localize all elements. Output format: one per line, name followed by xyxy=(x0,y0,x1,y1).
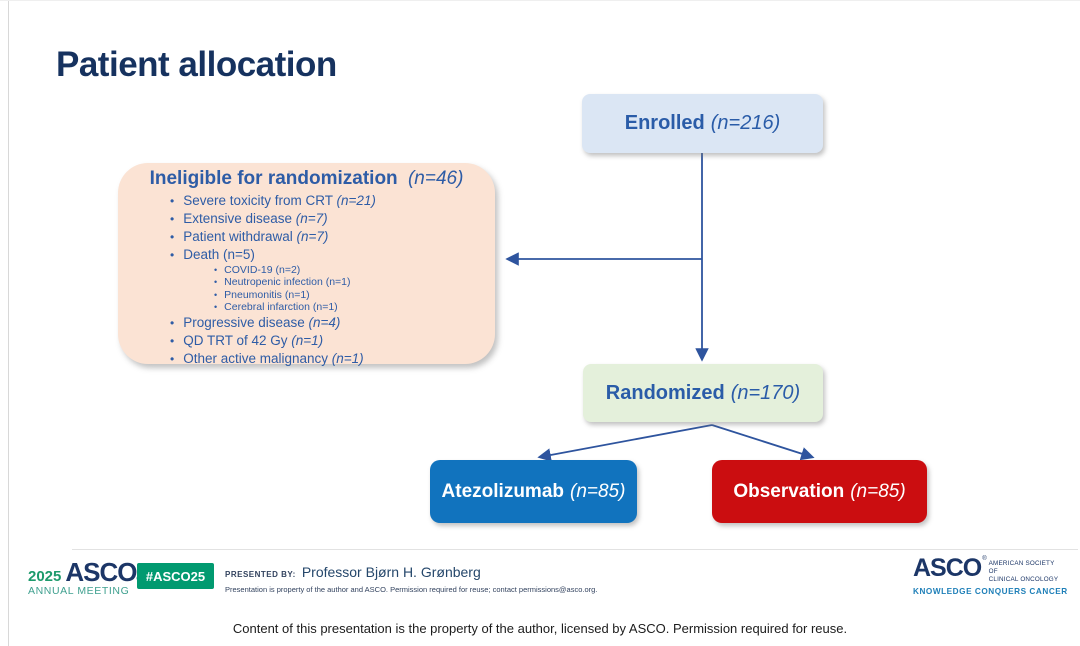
observation-n: (n=85) xyxy=(850,480,906,502)
slide-title: Patient allocation xyxy=(56,45,337,84)
ineligible-item: • Patient withdrawal (n=7) xyxy=(170,228,495,246)
observation-box xyxy=(712,460,927,523)
atezolizumab-n: (n=85) xyxy=(570,480,626,502)
observation-label: Observation xyxy=(733,480,845,502)
logo-asco-wordmark: ASCO xyxy=(65,557,137,587)
presented-by-block xyxy=(225,564,597,594)
ineligible-title xyxy=(118,168,495,190)
society-line1: AMERICAN SOCIETY OF xyxy=(988,560,1055,575)
randomized-n: (n=170) xyxy=(730,381,801,404)
ineligible-item: • QD TRT of 42 Gy (n=1) xyxy=(170,332,495,350)
ineligible-panel xyxy=(118,163,495,364)
ineligible-title-text: Ineligible for randomization xyxy=(149,168,398,189)
asco-society-logo xyxy=(913,554,1068,596)
ineligible-item: • Progressive disease (n=4) xyxy=(170,314,495,332)
ineligible-item: • Extensive disease (n=7) xyxy=(170,210,495,228)
randomized-box xyxy=(583,364,823,422)
footer-fine-print: Presentation is property of the author and ASCO. Permission required for reuse; contact permissions@asco.org. xyxy=(225,585,598,594)
trademark-icon: ® xyxy=(982,556,987,562)
ineligible-item: • Severe toxicity from CRT (n=21) xyxy=(170,192,495,210)
hashtag-badge: #ASCO25 xyxy=(137,563,214,589)
ineligible-sublist xyxy=(170,264,495,314)
presented-by-label: PRESENTED BY: xyxy=(225,570,296,579)
enrolled-n: (n=216) xyxy=(710,112,781,134)
presenter-name: Professor Bjørn H. Grønberg xyxy=(301,564,481,580)
footer-divider xyxy=(72,549,1078,550)
bottom-caption: Content of this presentation is the property of the author, licensed by ASCO. Permission required for reuse. xyxy=(232,621,848,636)
atezolizumab-box xyxy=(430,460,637,523)
enrolled-box xyxy=(582,94,823,153)
ineligible-item: • Other active malignancy (n=1) xyxy=(170,350,495,368)
ineligible-subitem: • Neutropenic infection (n=1) xyxy=(214,276,495,288)
randomized-label: Randomized xyxy=(605,381,725,404)
logo-annual-meeting: ANNUAL MEETING xyxy=(28,585,130,597)
enrolled-label: Enrolled xyxy=(624,112,705,134)
ineligible-title-n: (n=46) xyxy=(407,168,464,189)
ineligible-subitem: • COVID-19 (n=2) xyxy=(214,264,495,276)
ineligible-list xyxy=(118,192,495,368)
society-name xyxy=(989,560,1063,584)
ineligible-item: • Death (n=5) • COVID-19 (n=2) • Neutropenic infection (n=1) • Pneumonitis (n=1) • Cerebral infarction (n=1) xyxy=(170,246,495,314)
ineligible-subitem: • Pneumonitis (n=1) xyxy=(214,289,495,301)
logo-year: 2025 xyxy=(28,568,62,585)
society-line2: CLINICAL ONCOLOGY xyxy=(988,575,1059,583)
asco-tagline: KNOWLEDGE CONQUERS CANCER xyxy=(913,586,1068,596)
ineligible-subitem: • Cerebral infarction (n=1) xyxy=(214,301,495,313)
page-edge-divider xyxy=(8,1,9,646)
atezolizumab-label: Atezolizumab xyxy=(441,480,564,502)
asco-wordmark: ASCO xyxy=(913,554,982,582)
